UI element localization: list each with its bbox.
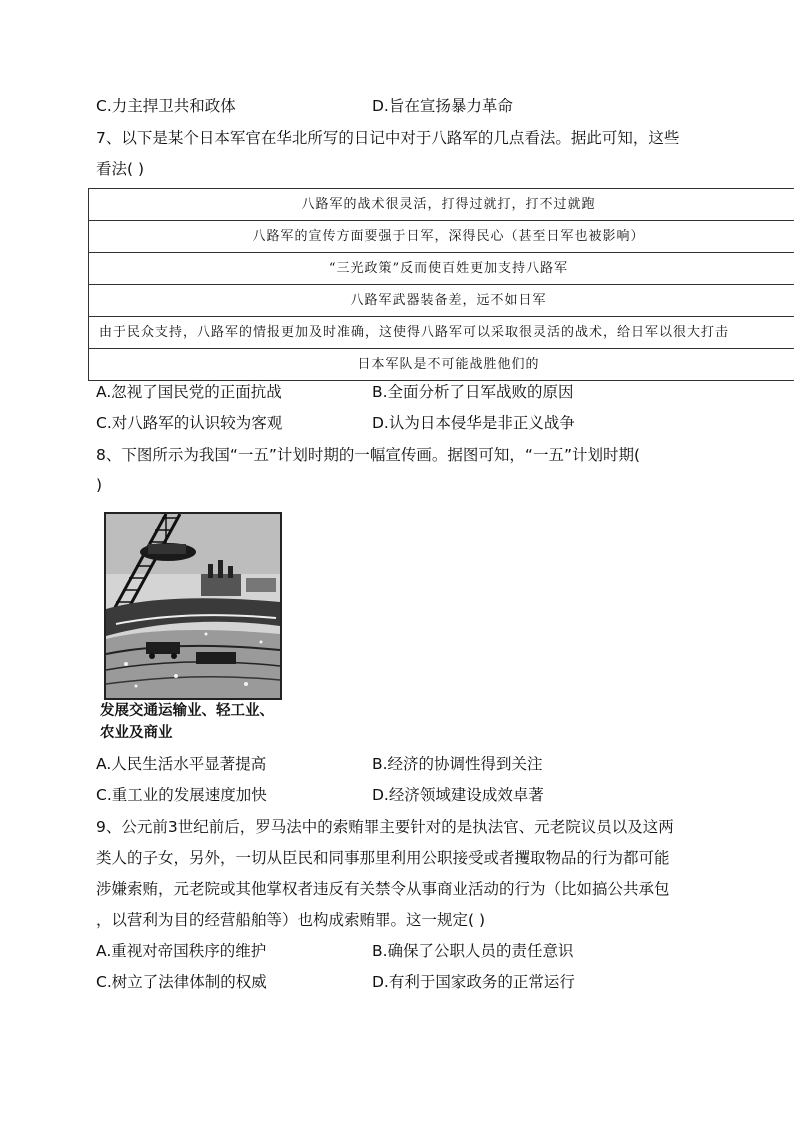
q7-option-d: D.认为日本侵华是非正义战争 (372, 414, 575, 432)
poster-caption-line1: 发展交通运输业、轻工业、 (100, 702, 274, 719)
q7-option-a: A.忽视了国民党的正面抗战 (96, 383, 282, 401)
poster-caption-line2: 农业及商业 (100, 724, 173, 741)
q9-option-c: C.树立了法律体制的权威 (96, 973, 267, 991)
q8-stem-line2: ) (96, 476, 103, 494)
q9-stem-line4: ，以营利为目的经营船舶等）也构成索贿罪。这一规定( ) (96, 911, 486, 929)
poster-caption (100, 700, 300, 744)
q6-option-d: D.旨在宣扬暴力革命 (372, 97, 513, 115)
q7-option-c: C.对八路军的认识较为客观 (96, 414, 283, 432)
table-row: 八路军武器装备差，远不如日军 (88, 285, 794, 317)
q9-option-a: A.重视对帝国秩序的维护 (96, 942, 267, 960)
q9-stem-line1: 9、公元前3世纪前后，罗马法中的索贿罪主要针对的是执法官、元老院议员以及这两 (96, 818, 674, 836)
q6-option-c: C.力主捍卫共和政体 (96, 97, 236, 115)
q7-table (88, 188, 794, 381)
q8-option-b: B.经济的协调性得到关注 (372, 755, 543, 773)
q7-option-b: B.全面分析了日军战败的原因 (372, 383, 574, 401)
q7-stem-line1: 7、以下是某个日本军官在华北所写的日记中对于八路军的几点看法。据此可知，这些 (96, 129, 680, 147)
table-row: “三光政策”反而使百姓更加支持八路军 (88, 253, 794, 285)
q8-stem-line1: 8、下图所示为我国“一五”计划时期的一幅宣传画。据图可知，“一五”计划时期( (96, 446, 641, 464)
table-row: 由于民众支持，八路军的情报更加及时准确，这使得八路军可以采取很灵活的战术，给日军以很大打击 (88, 317, 794, 349)
table-row: 八路军的战术很灵活，打得过就打，打不过就跑 (88, 189, 794, 221)
q7-stem-line2: 看法( ) (96, 160, 145, 178)
q9-stem-line2: 类人的子女，另外，一切从臣民和同事那里利用公职接受或者攫取物品的行为都可能 (96, 849, 670, 867)
q9-stem-line3: 涉嫌索贿，元老院或其他掌权者违反有关禁令从事商业活动的行为（比如搞公共承包 (96, 880, 670, 898)
q9-option-d: D.有利于国家政务的正常运行 (372, 973, 575, 991)
q8-option-a: A.人民生活水平显著提高 (96, 755, 267, 773)
table-row: 八路军的宣传方面要强于日军，深得民心（甚至日军也被影响） (88, 221, 794, 253)
propaganda-poster-image (104, 512, 282, 700)
q8-option-c: C.重工业的发展速度加快 (96, 786, 267, 804)
q8-option-d: D.经济领域建设成效卓著 (372, 786, 544, 804)
q9-option-b: B.确保了公职人员的责任意识 (372, 942, 574, 960)
table-row: 日本军队是不可能战胜他们的 (88, 349, 794, 381)
